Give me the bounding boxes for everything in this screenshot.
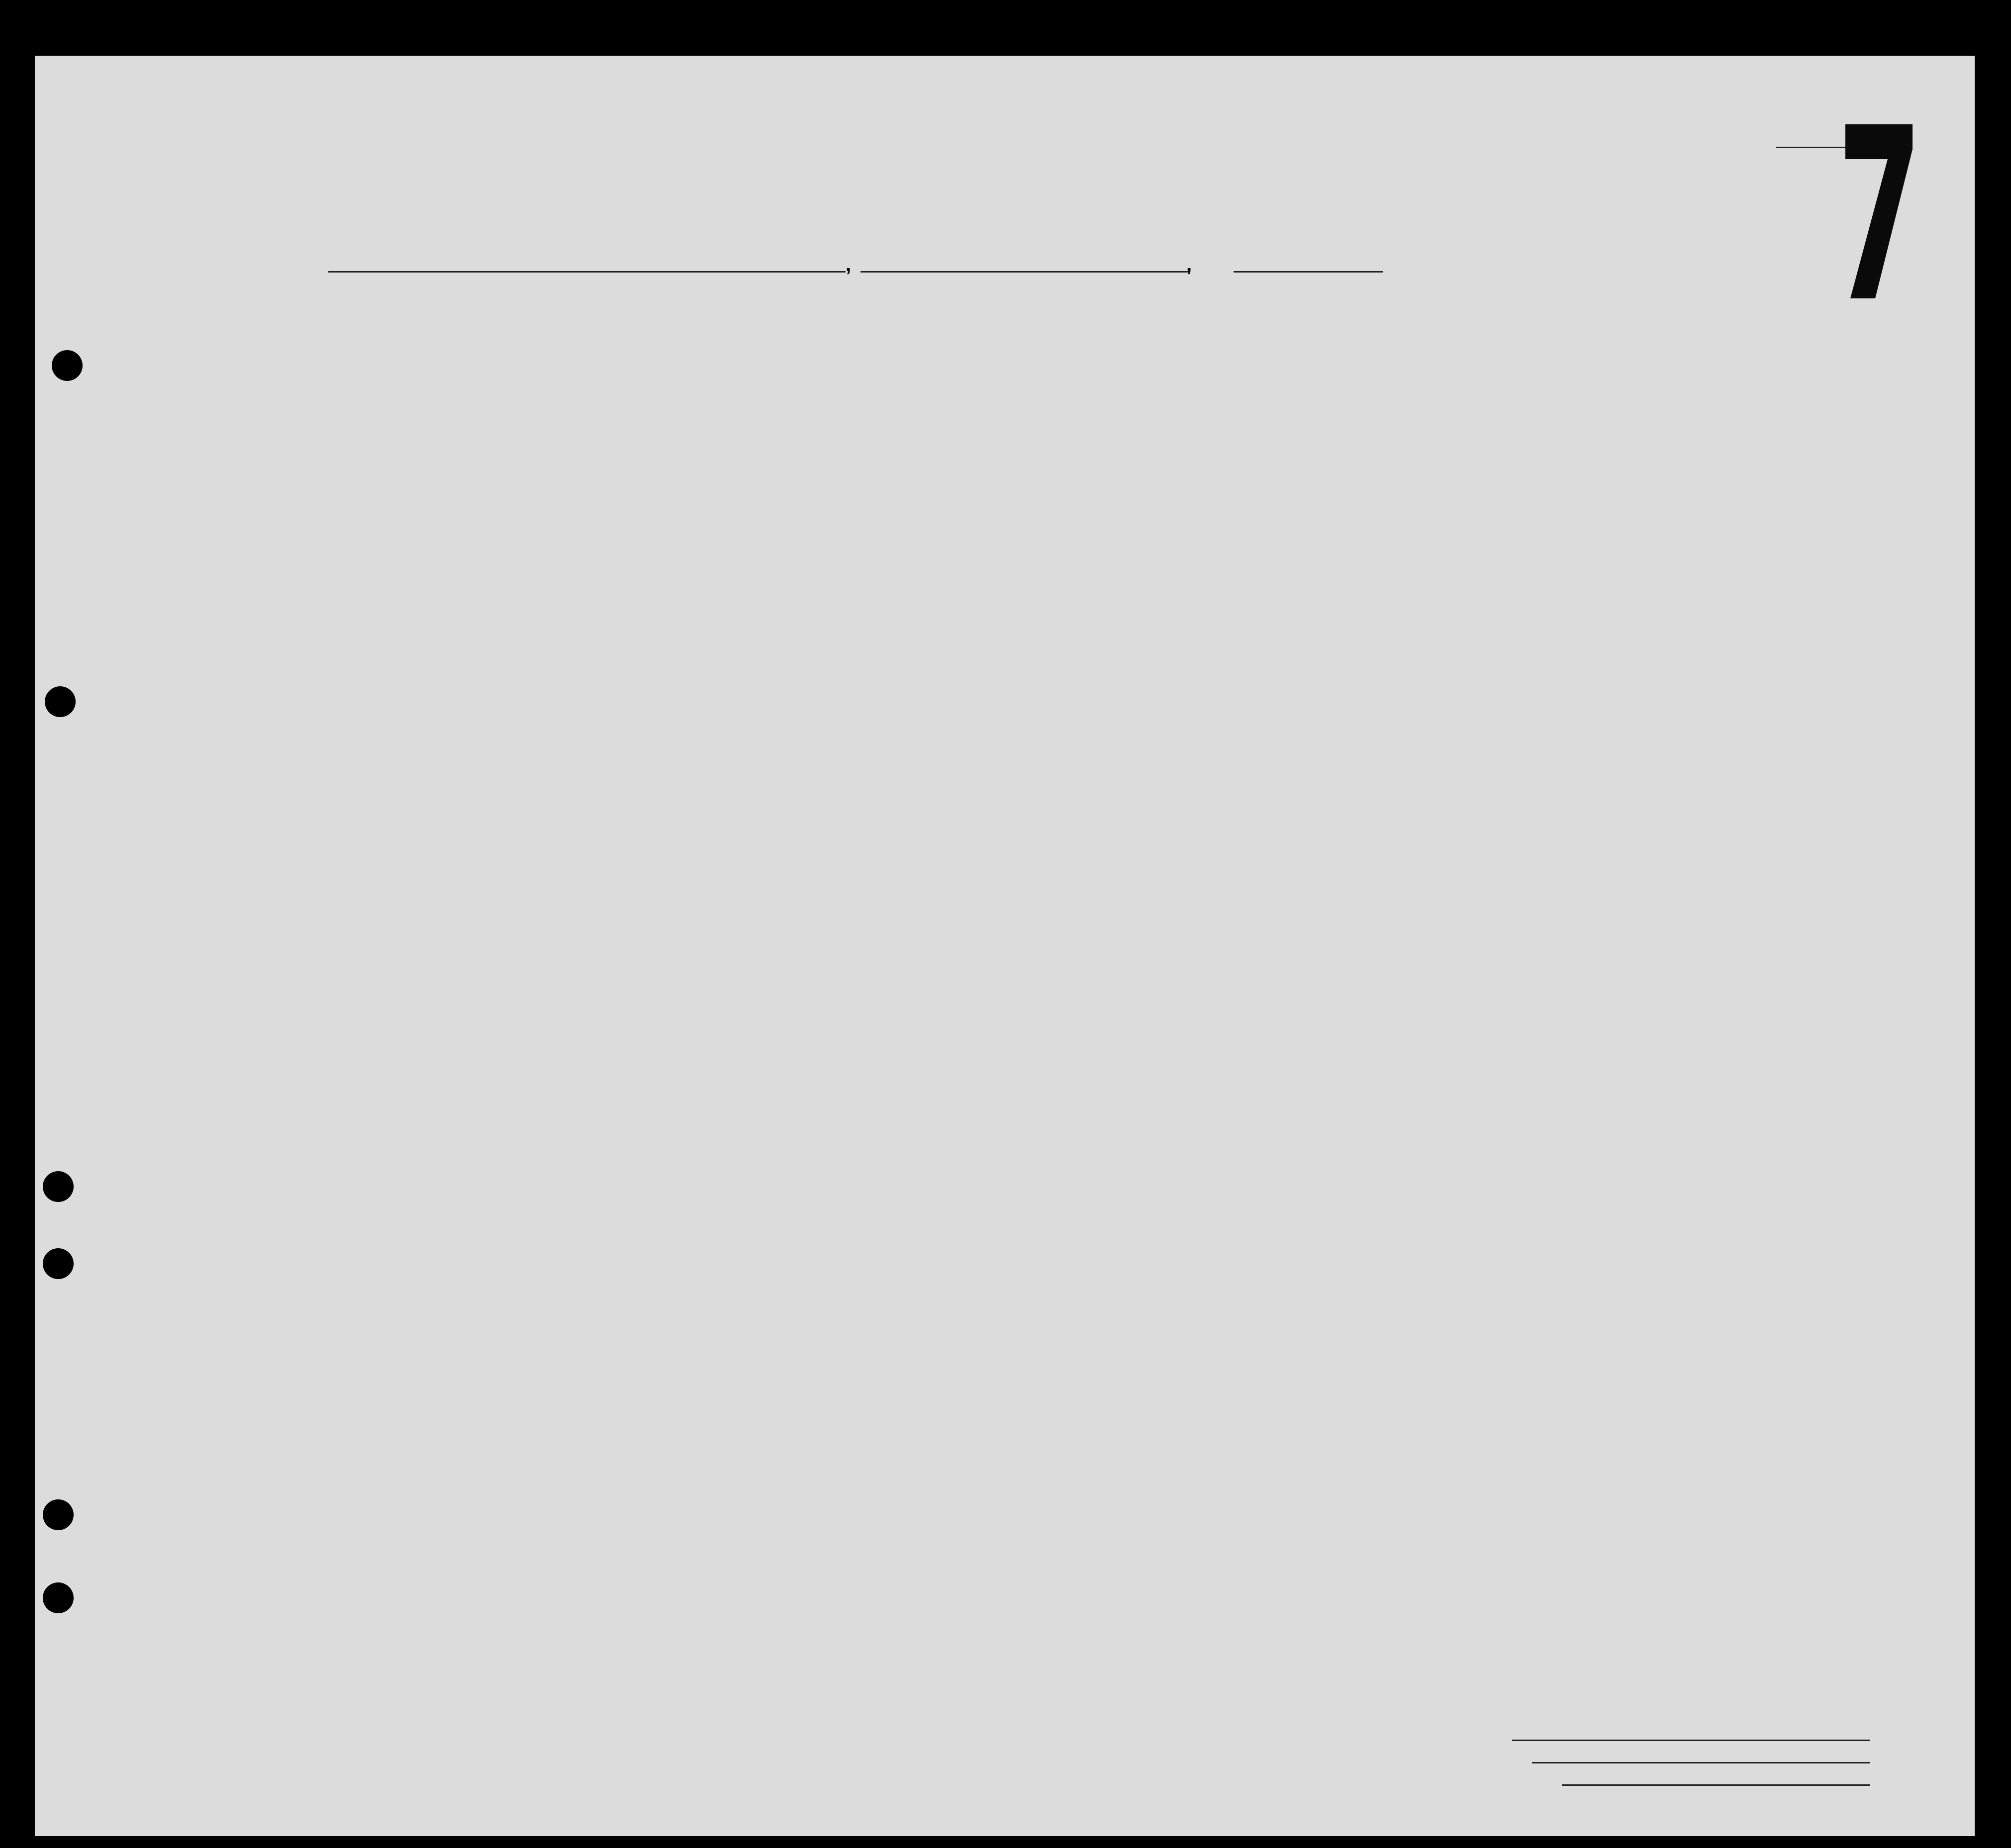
list-number — [1840, 114, 1915, 303]
punch-hole — [43, 1248, 74, 1279]
punch-hole — [52, 350, 83, 381]
manifest-table — [80, 291, 1980, 1671]
punch-hole — [43, 1171, 74, 1202]
typewritten-note — [1699, 164, 1753, 181]
punch-hole — [45, 686, 76, 717]
punch-hole — [43, 1582, 74, 1613]
punch-hole — [43, 1499, 74, 1530]
